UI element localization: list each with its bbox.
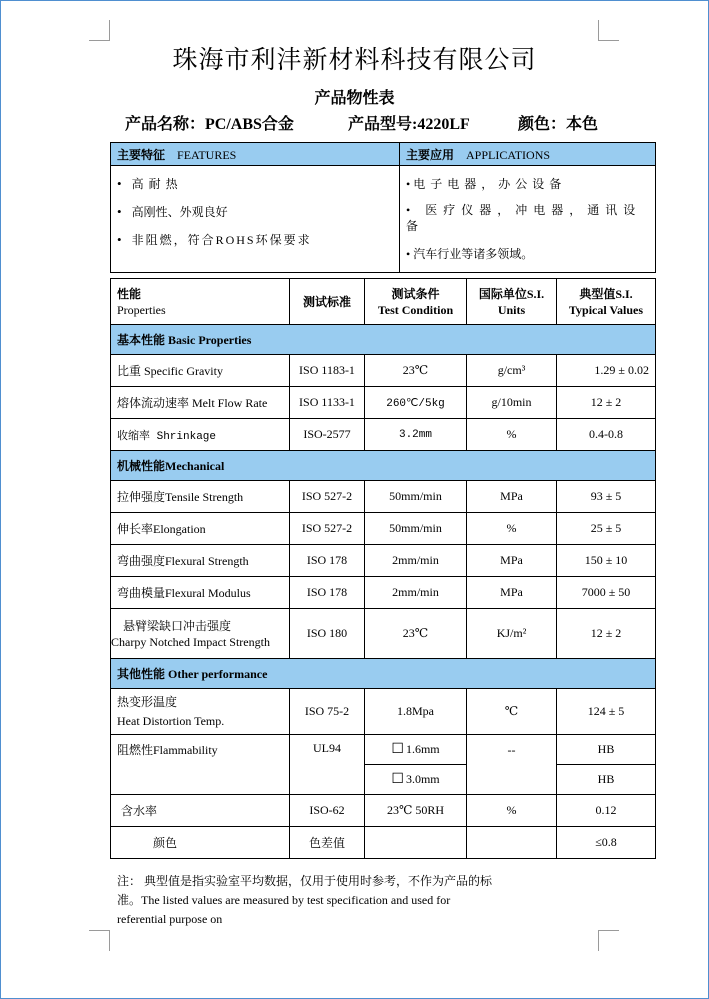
crop-mark-bottom-left (89, 930, 110, 951)
features-header: 主要特征 FEATURES (111, 143, 400, 166)
col-standard: 测试标准 (290, 279, 365, 325)
table-row: 熔体流动速率 Melt Flow Rate ISO 1133-1 260℃/5kg g/10min 12 ± 2 (111, 387, 656, 419)
bullet-icon: • (117, 204, 122, 219)
bullet-icon: • (117, 176, 122, 191)
col-properties: 性能 Properties (111, 279, 290, 325)
table-row: ☐ 3.0mm HB (111, 765, 656, 795)
bullet-icon: • (406, 177, 411, 191)
col-typical-values: 典型值S.I. Typical Values (557, 279, 656, 325)
table-row: 收缩率 Shrinkage ISO-2577 3.2mm % 0.4-0.8 (111, 419, 656, 451)
col-units: 国际单位S.I. Units (467, 279, 557, 325)
applications-list (400, 166, 656, 273)
table-row: 悬臂梁缺口冲击强度 Charpy Notched Impact Strength ISO 180 23℃ KJ/m² 12 ± 2 (111, 609, 656, 659)
crop-mark-bottom-right (598, 930, 619, 951)
bullet-icon: • (406, 203, 417, 217)
features-list (111, 166, 400, 273)
crop-mark-top-right (598, 20, 619, 41)
properties-table (110, 278, 656, 859)
company-name: 珠海市利沣新材料科技有限公司 (172, 47, 537, 74)
table-row: 颜色 色差值 ≤0.8 (111, 827, 656, 859)
section-basic: 基本性能 Basic Properties (111, 325, 656, 355)
bullet-icon: • (117, 232, 122, 247)
checkbox-icon: ☐ (391, 772, 404, 787)
table-row: 阻燃性Flammability UL94 ☐ 1.6mm -- HB (111, 735, 656, 765)
table-row: 比重 Specific Gravity ISO 1183-1 23℃ g/cm³ 1.29 ± 0.02 (111, 355, 656, 387)
crop-mark-top-left (89, 20, 110, 41)
table-row: 拉伸强度Tensile Strength ISO 527-2 50mm/min MPa 93 ± 5 (111, 481, 656, 513)
col-condition: 测试条件 Test Condition (365, 279, 467, 325)
table-row: 弯曲强度Flexural Strength ISO 178 2mm/min MPa 150 ± 10 (111, 545, 656, 577)
table-row: 热变形温度 Heat Distortion Temp. ISO 75-2 1.8Mpa ℃ 124 ± 5 (111, 689, 656, 735)
document-subtitle: 产品物性表 (314, 90, 395, 107)
checkbox-icon: ☐ (391, 742, 404, 757)
application-item: • 汽车行业等诸多领域。 (406, 247, 534, 261)
product-color: 颜色：本色 (518, 116, 599, 133)
product-model: 产品型号:4220LF (348, 116, 470, 133)
application-item: • 电子电器，办公设备 (406, 177, 567, 191)
table-header-row (111, 279, 656, 325)
section-mechanical: 机械性能Mechanical (111, 451, 656, 481)
feature-item: • 高刚性、外观良好 (117, 204, 228, 219)
table-row: 弯曲模量Flexural Modulus ISO 178 2mm/min MPa 7000 ± 50 (111, 577, 656, 609)
application-item: • 医疗仪器，冲电器，通讯设备 (406, 203, 642, 233)
table-row: 含水率 ISO-62 23℃ 50RH % 0.12 (111, 795, 656, 827)
footnote: 注： 典型值是指实验室平均数据，仅用于使用时参考，不作为产品的标 准。The listed values are measured by test specification and used for referential purpose on (117, 874, 493, 926)
bullet-icon: • (406, 247, 411, 261)
features-applications-table (110, 142, 656, 273)
applications-header: 主要应用 APPLICATIONS (400, 143, 656, 166)
feature-item: • 非阻燃，符合ROHS环保要求 (117, 232, 312, 247)
product-name: 产品名称：PC/ABS合金 (125, 116, 294, 133)
feature-item: • 高耐热 (117, 176, 183, 191)
table-row: 伸长率Elongation ISO 527-2 50mm/min % 25 ± 5 (111, 513, 656, 545)
section-other: 其他性能 Other performance (111, 659, 656, 689)
